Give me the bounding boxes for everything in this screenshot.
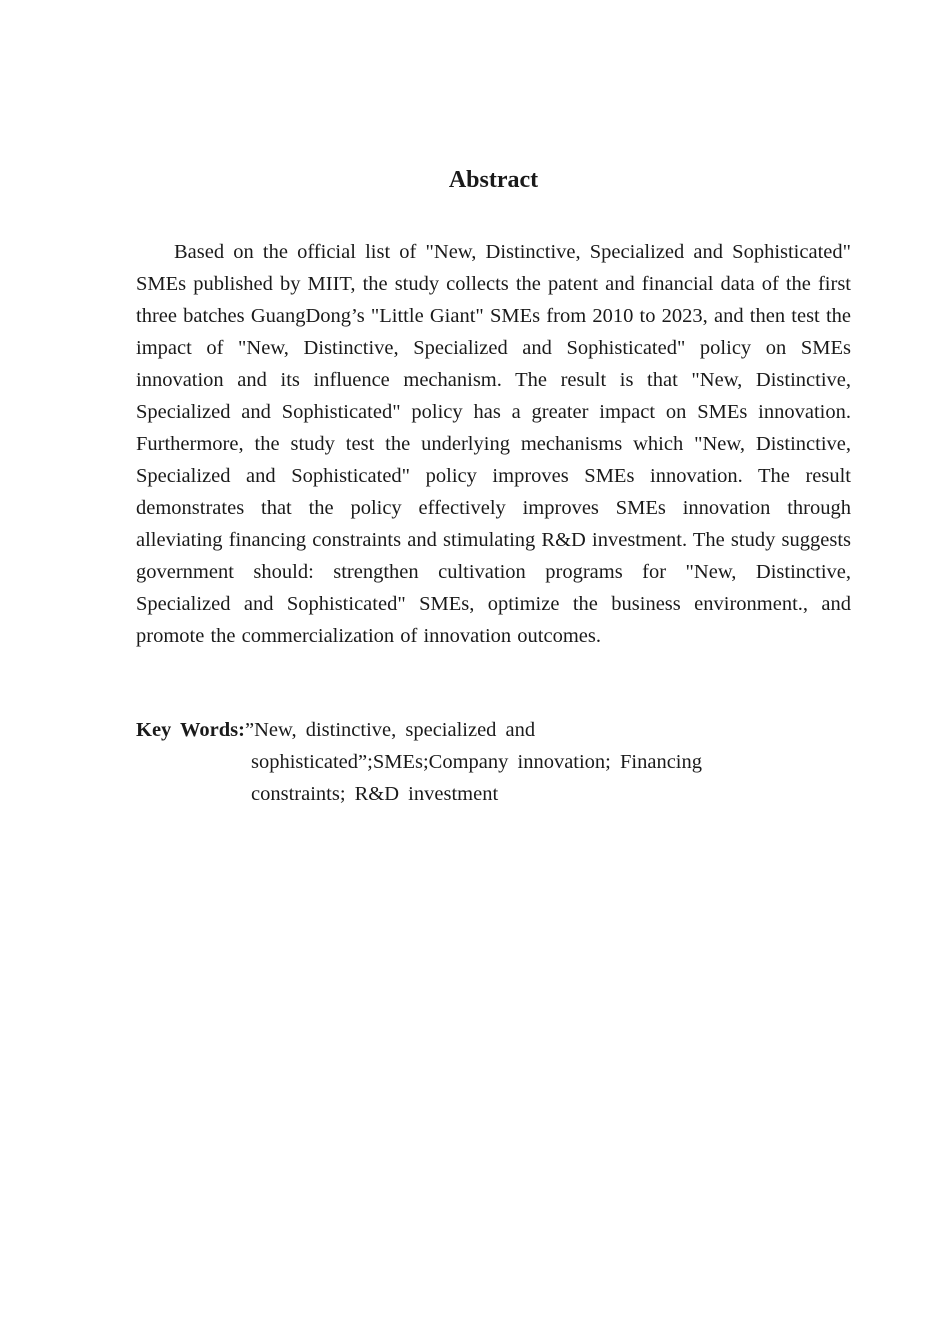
keywords-text-1: ”New, distinctive, specialized and bbox=[244, 719, 536, 741]
keywords-line-1 bbox=[136, 714, 851, 746]
abstract-title-text: Abstract bbox=[448, 167, 539, 193]
keywords-label: Key Words: bbox=[136, 719, 245, 741]
keywords-section bbox=[136, 714, 851, 810]
abstract-body: Based on the official list of "New, Distinctive, Specialized and Sophisticated" SMEs published by MIIT, the study collects the patent and financial data of the first three batches GuangDong’s "Little Giant" SMEs from 2010 to 2023, and then test the impact of "New, Distinctive, Specialized and Sophisticated" policy on SMEs innovation and its influence mechanism. The result is that "New, Distinctive, Specialized and Sophisticated" policy has a greater impact on SMEs innovation. Furthermore, the study test the underlying mechanisms which "New, Distinctive, Specialized and Sophisticated" policy improves SMEs innovation. The result demonstrates that the policy effectively improves SMEs innovation through alleviating financing constraints and stimulating R&D investment. The study suggests government should: strengthen cultivation programs for "New, Distinctive, Specialized and Sophisticated" SMEs, optimize the business environment., and promote the commercialization of innovation outcomes. bbox=[136, 241, 851, 647]
keywords-line-2: sophisticated”;SMEs;Company innovation; Financing bbox=[251, 751, 702, 773]
keywords-line-3: constraints; R&D investment bbox=[251, 783, 499, 805]
abstract-title bbox=[136, 164, 851, 196]
